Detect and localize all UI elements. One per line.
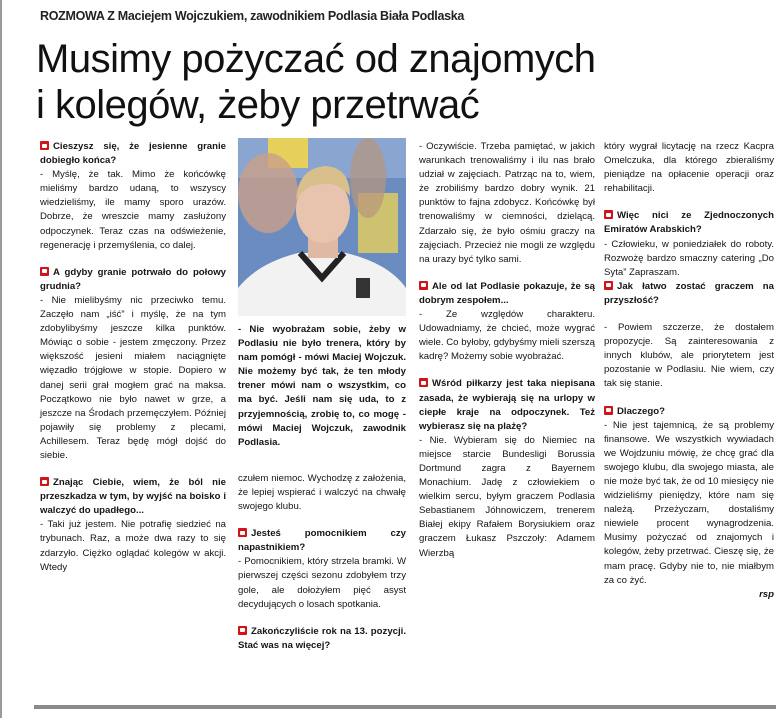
- question-bullet-icon: [419, 378, 428, 387]
- question: Jak łatwo zostać graczem na przyszłość?: [604, 280, 774, 306]
- question: A gdyby granie potrwało do połowy grudnia?: [40, 266, 226, 292]
- question: Wśród piłkarzy jest taka niepisana zasada, że wybierają się na urlopy w ciepłe kraje na odpoczynek. Też wybierasz się na plażę?: [419, 378, 595, 432]
- answer: - Taki już jestem. Nie potrafię siedzieć na trybunach. Raz, a może dwa razy to się zdarzyło. Ciężko oglądać kolegów w akcji. Wtedy: [40, 519, 226, 573]
- question: Znając Ciebie, wiem, że ból nie przeszkadza w tym, by wyjść na boisko i walczyć do upadłego...: [40, 477, 226, 517]
- article-kicker: ROZMOWA Z Maciejem Wojczukiem, zawodnikiem Podlasia Biała Podlaska: [40, 9, 465, 23]
- question-bullet-icon: [604, 210, 613, 219]
- question-bullet-icon: [419, 281, 428, 290]
- question: Więc nici ze Zjednoczonych Emiratów Arabskich?: [604, 210, 774, 236]
- answer: czułem niemoc. Wychodzę z założenia, że lepiej wspierać i walczyć na chwałę swojego klubu.: [238, 472, 406, 513]
- answer: - Nie. Wybieram się do Niemiec na miejsce starcie Bundesligi Borussia Dortmund zagra z Bayernem Monachium. Jadę z człowiekiem o wielkim sercu, byłym graczem Podlasia Sebastianem Jóhnowiczem, trenerem Białej ekipy Rafałem Borysiukiem oraz graczem Łukasz Pszczoły: Adamem Wierzbą: [419, 434, 595, 559]
- question: Dlaczego?: [604, 405, 774, 419]
- answer: - Myślę, że tak. Mimo że końcówkę mieliśmy bardzo udaną, to wszyscy wiedzieliśmy, ile mamy sporo urazów. Dobrze, że wreszcie mamy zasłużony odpoczynek. Teraz czas na odświeżenie, regenerację i przemyślenia, co dalej.: [40, 169, 226, 251]
- question-bullet-icon: [40, 267, 49, 276]
- question-bullet-icon: [604, 406, 613, 415]
- answer: - Ze względów charakteru. Udowadniamy, że chcieć, może wygrać wiele. Co byłoby, gdybyśmy mieli szerszą kadrę? Możemy sobie wyobrażać.: [419, 309, 595, 363]
- question: Zakończyliście rok na 13. pozycji. Stać was na więcej?: [238, 625, 406, 651]
- answer: - Nie jest tajemnicą, że są problemy finansowe. We wszystkich wywiadach we Wojdzuniu mówię, że chcę grać dla swojego klubu, dla swojego miasta, ale nie może być tak, że od 10 miesięcy nie widzieliśmy pieniędzy, które nam się należą. Przeżyczam, dostaliśmy niewiele procent wynagrodzenia. Musimy pożyczać od znajomych i kolegów, żeby przetrwać. Cieszę się, że mam pracę. Gdyby nie to, nie miałbym za co żyć.: [604, 419, 774, 586]
- article-headline: [36, 36, 596, 128]
- question-bullet-icon: [238, 626, 247, 635]
- answer: - Oczywiście. Trzeba pamiętać, w jakich warunkach trenowaliśmy i ilu nas brało udział w zajęciach. Patrząc na to, wiem, że zrobiliśmy bardzo dobry wynik. 21 punktów to fajna zdobycz. Końcówkę był trenowaliśmy w ciemności, dzielącą. Zdarzało się, że było ośmiu graczy na zajęciach. Przecież nie mogli ze względu na urazy być tylko sami.: [419, 141, 595, 265]
- column-1: [40, 140, 226, 575]
- question: Ale od lat Podlasie pokazuje, że są dobrym zespołem...: [419, 280, 595, 306]
- author-signature: rsp: [759, 588, 774, 600]
- answer: - Nie mielibyśmy nic przeciwko temu. Zaczęło nam „iść” i myślę, że na tym zdobylibyśmy jeszcze kilka punktów. Mówiąc o sobie - jestem zmęczony. Przez większość jesieni miałem naciągnięte więzadło trójgłowe w stopie. Dopiero w danej serii grał mogłem grać na maksa. Początkowo nie było nawet w grze, a jeszcze na Środach przemęczyłem. Później pojawiły się problemy z plecami, Achillesem. Teraz będę mógł dojść do siebie.: [40, 294, 226, 461]
- question: Cieszysz się, że jesienne granie dobiegło końca?: [40, 141, 226, 167]
- headline-line-1: Musimy pożyczać od znajomych: [36, 37, 596, 81]
- answer: - Pomocnikiem, który strzela bramki. W pierwszej części sezonu zdobyłem trzy gole, ale dołożyłem pięć asyst decydujących o losach spotkania.: [238, 556, 406, 610]
- question-bullet-icon: [238, 528, 247, 537]
- column-3: [419, 140, 595, 561]
- question-bullet-icon: [40, 141, 49, 150]
- question-bullet-icon: [604, 281, 613, 290]
- bottom-rule: [34, 705, 776, 709]
- player-photo-illustration: [238, 138, 406, 316]
- column-2: [238, 323, 406, 653]
- answer: - Powiem szczerze, że dostałem propozycje. Są zainteresowania z innych klubów, ale priorytetem jest pozostanie w Podlasiu. Nie wiem, czy tak się stanie.: [604, 322, 774, 390]
- photo-caption: - Nie wyobrażam sobie, żeby w Podlasiu nie było trenera, który by nam pomógł - mówi Maciej Wojczuk. Nie możemy być tak, że ten młody trener mówi nam o wszystkim, co ma być. Jeśli nam się uda, to z przyjemnością, zrobię to, co mogę - mówi Maciej Wojczuk, zawodnik Podlasia.: [238, 324, 406, 448]
- column-4: [604, 140, 774, 602]
- answer: który wygrał licytację na rzecz Kacpra Omelczuka, dla którego zbieraliśmy pieniądze na opłacenie operacji oraz rehabilitacji.: [604, 141, 774, 195]
- headline-line-2: i kolegów, żeby przetrwać: [36, 83, 480, 127]
- question: Jesteś pomocnikiem czy napastnikiem?: [238, 528, 406, 554]
- question-bullet-icon: [40, 477, 49, 486]
- player-photo: [238, 138, 406, 316]
- answer: - Człowieku, w poniedziałek do roboty. Rozwożę bardzo smaczny catering „Do Syta” Zapraszam.: [604, 238, 774, 278]
